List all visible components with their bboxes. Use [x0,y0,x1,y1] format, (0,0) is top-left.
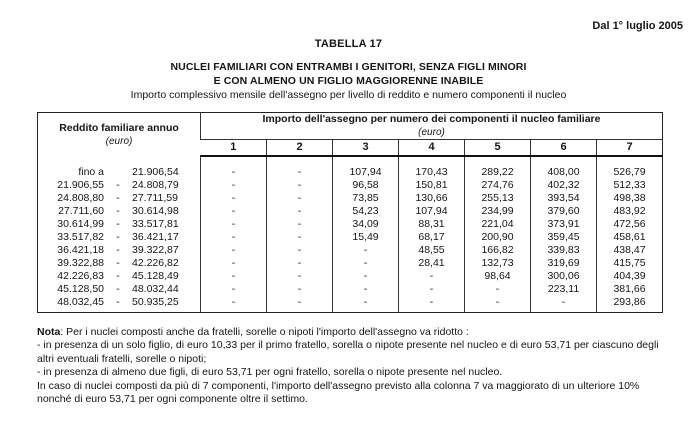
income-from: 39.322,88 [57,257,104,269]
allowance-value-cell: 73,85 [333,192,399,205]
income-header-unit: (euro) [105,135,133,147]
income-range [38,283,200,296]
table-row [38,296,663,313]
table-row [38,283,663,296]
allowance-value-cell: 98,64 [465,270,531,283]
income-from: 30.614,99 [57,218,104,230]
income-from: 42.226,83 [57,270,104,282]
allowance-value-cell: 438,47 [597,244,663,257]
income-range-cell [38,218,201,231]
income-to: 50.935,25 [132,296,179,308]
title-line-2: E CON ALMENO UN FIGLIO MAGGIORENNE INABILE [213,75,484,87]
allowance-value-cell: - [267,270,333,283]
allowance-value-cell: - [465,283,531,296]
income-range [38,244,200,257]
allowance-value-cell: 15,49 [333,231,399,244]
income-to: 33.517,81 [132,218,179,230]
income-range [38,205,200,218]
allowance-value-cell: - [333,283,399,296]
allowance-value-cell: 107,94 [399,205,465,218]
allowance-value-cell: - [201,218,267,231]
table-row [38,192,663,205]
income-range [38,192,200,205]
allowance-value-cell: 274,76 [465,179,531,192]
income-to: 36.421,17 [132,231,179,243]
allowance-value-cell: 150,81 [399,179,465,192]
income-range-cell [38,270,201,283]
income-from: 33.517,82 [57,231,104,243]
allowance-value-cell: - [267,179,333,192]
allowance-value-cell: 472,56 [597,218,663,231]
allowance-table [37,112,663,313]
income-to: 24.808,79 [132,179,179,191]
table-body [38,156,663,313]
income-separator: - [116,296,120,308]
allowance-value-cell: 339,83 [531,244,597,257]
income-range [38,296,200,309]
allowance-value-cell: - [333,244,399,257]
table-row [38,257,663,270]
income-from: 45.128,50 [57,283,104,295]
allowance-value-cell: - [399,296,465,313]
allowance-value-cell: 373,91 [531,218,597,231]
income-from: 24.808,80 [57,192,104,204]
income-separator: - [116,192,120,204]
component-count-header: 1 [201,140,267,157]
allowance-value-cell: 359,45 [531,231,597,244]
income-range-cell [38,296,201,313]
allowance-value-cell: - [399,283,465,296]
allowance-value-cell: - [267,283,333,296]
table-row [38,205,663,218]
allowance-value-cell: - [333,270,399,283]
table-row [38,270,663,283]
table-number-heading: TABELLA 17 [314,38,383,50]
allowance-value-cell: 54,23 [333,205,399,218]
allowance-value-cell: 200,90 [465,231,531,244]
allowance-value-cell: - [333,296,399,313]
income-range-cell [38,179,201,192]
allowance-value-cell: 526,79 [597,156,663,179]
income-separator: - [116,244,120,256]
allowance-value-cell: 170,43 [399,156,465,179]
income-separator: - [116,218,120,230]
note-label: Nota [37,326,61,338]
allowance-value-cell: - [267,296,333,313]
income-column-header [38,113,201,157]
allowance-value-cell: - [201,156,267,179]
allowance-value-cell: - [201,179,267,192]
allowance-value-cell: 381,66 [597,283,663,296]
allowance-value-cell: - [267,244,333,257]
income-range [38,270,200,283]
note-section [37,326,671,406]
allowance-value-cell: - [201,296,267,313]
income-to: 39.322,87 [132,244,179,256]
allowance-value-cell: 293,86 [597,296,663,313]
component-count-header: 4 [399,140,465,157]
document-subtitle: Importo complessivo mensile dell'assegno per livello di reddito e numero componenti il nucleo [130,89,567,101]
income-range [38,179,200,192]
allowance-value-cell: - [201,231,267,244]
allowance-value-cell: 415,75 [597,257,663,270]
allowance-value-cell: 48,55 [399,244,465,257]
note-line: - in presenza di almeno due figli, di euro 53,71 per ogni fratello, sorella o nipote presente nel nucleo. [37,366,503,379]
table-row [38,231,663,244]
allowance-value-cell: 404,39 [597,270,663,283]
allowance-value-cell: 88,31 [399,218,465,231]
income-to: 48.032,44 [132,283,179,295]
allowance-value-cell: 512,33 [597,179,663,192]
allowance-value-cell: 393,54 [531,192,597,205]
income-range [38,166,200,179]
income-from: fino a [78,165,104,178]
allowance-value-cell: 483,92 [597,205,663,218]
allowance-value-cell: 221,04 [465,218,531,231]
allowance-value-cell: - [201,244,267,257]
allowance-value-cell: 458,61 [597,231,663,244]
income-separator: - [116,283,120,295]
income-to: 42.226,82 [132,257,179,269]
allowance-value-cell: 255,13 [465,192,531,205]
amount-column-header [201,113,663,140]
amount-header-text: Importo dell'assegno per numero dei componenti il nucleo familiare [262,113,601,125]
allowance-value-cell: 234,99 [465,205,531,218]
document-title [0,60,697,88]
allowance-value-cell: 166,82 [465,244,531,257]
allowance-value-cell: 319,69 [531,257,597,270]
allowance-value-cell: 289,22 [465,156,531,179]
income-header-text: Reddito familiare annuo [59,121,179,134]
income-range [38,231,200,244]
allowance-value-cell: 130,66 [399,192,465,205]
component-count-header: 2 [267,140,333,157]
table-header [38,113,663,157]
income-from: 48.032,45 [57,296,104,308]
allowance-value-cell: 300,06 [531,270,597,283]
allowance-value-cell: 408,00 [531,156,597,179]
component-count-header: 5 [465,140,531,157]
allowance-value-cell: - [201,192,267,205]
allowance-value-cell: 28,41 [399,257,465,270]
income-range-cell [38,156,201,179]
income-from: 36.421,18 [57,244,104,256]
income-separator: - [116,270,120,282]
amount-header-unit: (euro) [418,127,445,138]
note-intro [37,326,671,339]
income-from: 27.711,60 [58,205,104,217]
header-row-main [38,113,663,140]
income-to: 21.906,54 [132,165,179,178]
income-separator: - [116,231,120,243]
allowance-value-cell: - [267,257,333,270]
income-to: 45.128,49 [132,270,179,282]
allowance-value-cell: 107,94 [333,156,399,179]
income-to: 27.711,59 [132,192,178,204]
note-line: - in presenza di un solo figlio, di euro 10,33 per il primo fratello, sorella o nipote presente nel nucleo e di euro 53,71 per ciascuno degli altri eventuali fratelli, sorelle o nipoti; [37,339,659,365]
allowance-value-cell: - [399,270,465,283]
note-intro-text: : Per i nuclei composti anche da fratelli, sorelle o nipoti l'importo dell'assegno va ridotto : [60,326,469,338]
allowance-value-cell: 402,32 [531,179,597,192]
income-range-cell [38,205,201,218]
allowance-value-cell: 96,58 [333,179,399,192]
allowance-value-cell: - [201,270,267,283]
income-from: 21.906,55 [57,179,104,191]
allowance-value-cell: - [531,296,597,313]
table-row [38,244,663,257]
income-separator: - [116,205,120,217]
effective-date: Dal 1° luglio 2005 [592,20,683,32]
allowance-value-cell: 498,38 [597,192,663,205]
allowance-value-cell: - [267,218,333,231]
title-line-1: NUCLEI FAMILIARI CON ENTRAMBI I GENITORI, SENZA FIGLI MINORI [170,61,527,73]
component-count-header: 7 [597,140,663,157]
allowance-value-cell: - [201,205,267,218]
income-range-cell [38,192,201,205]
allowance-value-cell: - [267,205,333,218]
allowance-value-cell: 223,11 [531,283,597,296]
allowance-value-cell: - [267,156,333,179]
allowance-value-cell: 34,09 [333,218,399,231]
income-range [38,218,200,231]
income-range [38,257,200,270]
note-line: In caso di nuclei composti da più di 7 componenti, l'importo dell'assegno previsto alla colonna 7 va maggiorato di un ulteriore 10% nonché di euro 53,71 per ogni componente oltre il settimo. [37,379,640,406]
income-range-cell [38,231,201,244]
allowance-value-cell: - [267,192,333,205]
allowance-value-cell: - [267,231,333,244]
income-to: 30.614,98 [132,205,179,217]
income-range-cell [38,244,201,257]
allowance-value-cell: 132,73 [465,257,531,270]
component-count-header: 6 [531,140,597,157]
income-range-cell [38,283,201,296]
allowance-value-cell: - [201,283,267,296]
income-range-cell [38,257,201,270]
table-row [38,179,663,192]
component-count-header: 3 [333,140,399,157]
allowance-value-cell: 68,17 [399,231,465,244]
allowance-value-cell: - [201,257,267,270]
income-separator: - [116,179,120,191]
table-row [38,156,663,179]
allowance-value-cell: - [465,296,531,313]
income-separator: - [116,257,120,269]
table-row [38,218,663,231]
allowance-value-cell: - [333,257,399,270]
allowance-value-cell: 379,60 [531,205,597,218]
